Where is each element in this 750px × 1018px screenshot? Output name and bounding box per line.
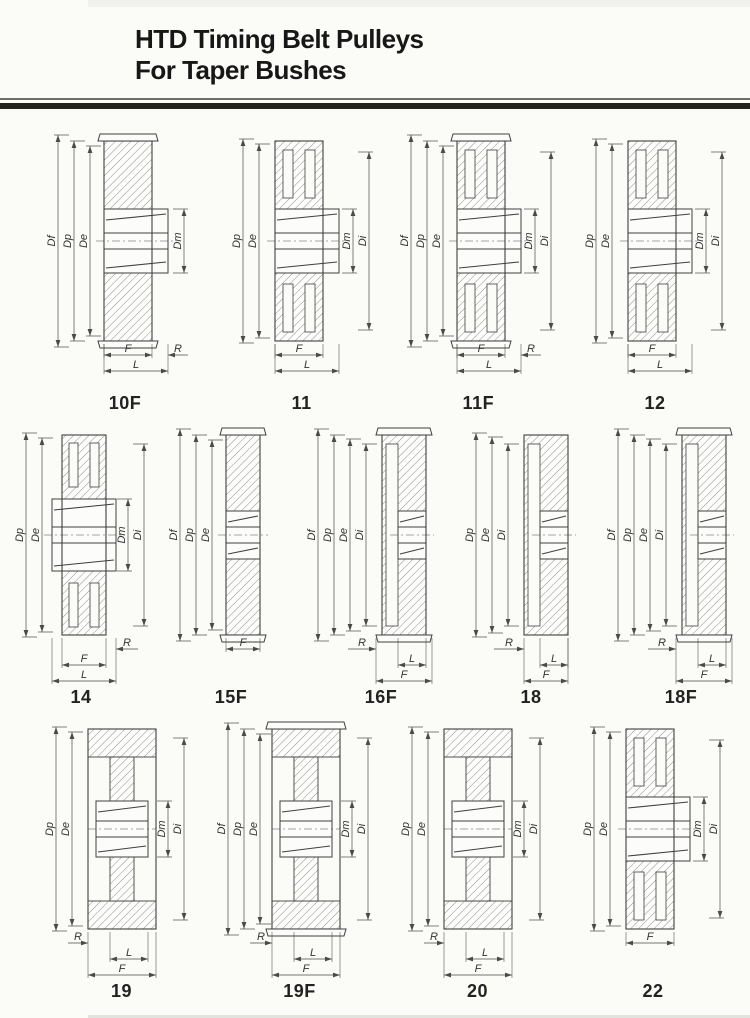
svg-text:R: R xyxy=(174,343,182,355)
pulley-cross-section xyxy=(390,711,565,983)
svg-text:De: De xyxy=(338,527,350,543)
figure-row-3 xyxy=(0,707,750,1001)
pulley-drawing-16f xyxy=(306,417,456,689)
svg-text:De: De xyxy=(638,527,650,543)
svg-text:Dm: Dm xyxy=(693,232,706,250)
svg-text:L: L xyxy=(125,947,133,959)
svg-text:Di: Di xyxy=(172,823,184,835)
svg-text:Dp: Dp xyxy=(400,821,412,837)
svg-text:Dp: Dp xyxy=(622,527,634,543)
svg-text:Di: Di xyxy=(132,529,144,541)
figure-18 xyxy=(456,417,606,707)
svg-text:Di: Di xyxy=(654,529,666,541)
figure-18f xyxy=(606,417,750,707)
svg-text:R: R xyxy=(658,637,666,649)
figure-label-14: 14 xyxy=(70,687,92,707)
svg-text:L: L xyxy=(132,359,140,371)
pulley-drawing-11 xyxy=(217,123,387,395)
svg-text:L: L xyxy=(550,653,558,665)
svg-text:Dm: Dm xyxy=(156,820,168,838)
svg-text:R: R xyxy=(257,931,265,943)
svg-text:Df: Df xyxy=(606,529,618,541)
svg-text:De: De xyxy=(599,233,612,249)
svg-text:Dp: Dp xyxy=(415,233,428,249)
svg-text:De: De xyxy=(60,821,72,837)
svg-text:F: F xyxy=(474,963,482,975)
svg-text:Dp: Dp xyxy=(582,821,594,837)
figure-label-11f: 11F xyxy=(462,393,495,413)
svg-text:R: R xyxy=(123,637,131,649)
pulley-drawing-18f xyxy=(606,417,750,689)
svg-text:F: F xyxy=(80,653,88,665)
svg-text:Df: Df xyxy=(216,823,228,835)
pulley-cross-section xyxy=(568,711,738,983)
pulley-drawing-18 xyxy=(456,417,606,689)
page-header xyxy=(0,0,750,86)
svg-text:Dp: Dp xyxy=(232,821,244,837)
figure-row-1 xyxy=(0,109,750,413)
svg-text:De: De xyxy=(248,821,260,837)
svg-text:Df: Df xyxy=(306,529,318,541)
svg-text:Di: Di xyxy=(356,235,369,247)
figure-label-20: 20 xyxy=(466,981,489,1001)
figure-11f xyxy=(393,123,563,413)
svg-text:Dp: Dp xyxy=(230,233,243,249)
svg-text:Dm: Dm xyxy=(523,232,536,250)
figure-label-18f: 18F xyxy=(664,687,698,707)
page-title-line1: HTD Timing Belt Pulleys xyxy=(135,24,424,54)
svg-text:Di: Di xyxy=(708,823,720,835)
svg-text:F: F xyxy=(302,963,310,975)
svg-text:De: De xyxy=(431,233,444,249)
svg-text:Dm: Dm xyxy=(512,820,524,838)
svg-text:F: F xyxy=(648,343,656,355)
figure-20 xyxy=(390,711,565,1001)
svg-text:Dm: Dm xyxy=(116,526,128,544)
svg-text:L: L xyxy=(309,947,317,959)
page-title-line2: For Taper Bushes xyxy=(135,55,347,85)
svg-text:Di: Di xyxy=(528,823,540,835)
pulley-drawing-12 xyxy=(570,123,740,395)
pulley-cross-section xyxy=(40,123,210,395)
svg-text:Dm: Dm xyxy=(340,232,353,250)
figure-row-2 xyxy=(0,413,750,707)
svg-text:F: F xyxy=(477,343,485,355)
figure-label-19f: 19F xyxy=(283,981,316,1001)
pulley-cross-section xyxy=(34,711,209,983)
svg-text:Di: Di xyxy=(539,235,552,247)
svg-text:Df: Df xyxy=(46,235,58,247)
svg-text:Df: Df xyxy=(168,529,180,541)
figure-19f xyxy=(212,711,387,1001)
pulley-cross-section xyxy=(6,417,156,689)
svg-text:L: L xyxy=(408,653,416,665)
svg-text:R: R xyxy=(505,637,513,649)
svg-text:F: F xyxy=(700,669,708,681)
svg-text:Dp: Dp xyxy=(184,527,196,543)
figure-12 xyxy=(570,123,740,413)
figure-10f xyxy=(40,123,210,413)
header-rule xyxy=(0,98,750,109)
svg-text:Df: Df xyxy=(399,235,412,247)
figure-label-12: 12 xyxy=(644,393,666,413)
svg-text:F: F xyxy=(124,343,132,355)
svg-text:L: L xyxy=(656,359,664,371)
svg-text:R: R xyxy=(358,637,366,649)
pulley-cross-section xyxy=(156,417,306,689)
svg-text:Dp: Dp xyxy=(14,527,26,543)
svg-text:Dp: Dp xyxy=(583,233,596,249)
pulley-drawing-20 xyxy=(390,711,565,983)
figure-15f xyxy=(156,417,306,707)
svg-text:R: R xyxy=(74,931,82,943)
svg-text:De: De xyxy=(200,527,212,543)
svg-text:Di: Di xyxy=(709,235,722,247)
figure-label-18: 18 xyxy=(520,687,542,707)
figure-label-10f: 10F xyxy=(108,393,142,413)
svg-text:Dp: Dp xyxy=(464,527,476,543)
figure-label-19: 19 xyxy=(110,981,133,1001)
svg-text:Di: Di xyxy=(496,529,508,541)
svg-text:F: F xyxy=(400,669,408,681)
svg-text:De: De xyxy=(416,821,428,837)
pulley-drawing-15f xyxy=(156,417,306,689)
svg-text:Dp: Dp xyxy=(322,527,334,543)
pulley-cross-section xyxy=(393,123,563,395)
pulley-cross-section xyxy=(456,417,606,689)
svg-text:L: L xyxy=(708,653,716,665)
svg-text:R: R xyxy=(430,931,438,943)
svg-text:De: De xyxy=(30,527,42,543)
svg-text:L: L xyxy=(303,359,310,371)
figure-11 xyxy=(217,123,387,413)
svg-text:De: De xyxy=(598,821,610,837)
pulley-drawing-19 xyxy=(34,711,209,983)
svg-text:Dm: Dm xyxy=(340,820,352,838)
svg-text:Dp: Dp xyxy=(62,233,74,249)
svg-text:F: F xyxy=(542,669,550,681)
pulley-cross-section xyxy=(217,123,387,395)
svg-text:Dm: Dm xyxy=(692,820,704,838)
pulley-drawing-14 xyxy=(6,417,156,689)
svg-text:F: F xyxy=(239,637,247,649)
svg-text:L: L xyxy=(481,947,489,959)
pulley-drawing-22 xyxy=(568,711,738,983)
svg-text:De: De xyxy=(246,233,259,249)
svg-text:F: F xyxy=(646,931,654,943)
figure-22 xyxy=(568,711,738,1001)
figure-label-11: 11 xyxy=(291,393,312,413)
svg-text:De: De xyxy=(78,233,90,249)
pulley-cross-section xyxy=(606,417,750,689)
figure-16f xyxy=(306,417,456,707)
pulley-cross-section xyxy=(570,123,740,395)
svg-text:L: L xyxy=(80,669,88,681)
svg-text:F: F xyxy=(118,963,126,975)
pulley-drawing-19f xyxy=(212,711,387,983)
svg-text:Di: Di xyxy=(354,529,366,541)
figure-label-16f: 16F xyxy=(364,687,398,707)
figure-14 xyxy=(6,417,156,707)
svg-text:L: L xyxy=(486,359,493,371)
pulley-drawing-11f xyxy=(393,123,563,395)
pulley-drawing-10f xyxy=(40,123,210,395)
svg-text:Dp: Dp xyxy=(44,821,56,837)
svg-text:Di: Di xyxy=(356,823,368,835)
svg-text:F: F xyxy=(295,343,303,355)
figure-19 xyxy=(34,711,209,1001)
svg-text:De: De xyxy=(480,527,492,543)
figure-label-22: 22 xyxy=(642,981,664,1001)
pulley-cross-section xyxy=(306,417,456,689)
svg-text:R: R xyxy=(527,343,536,355)
pulley-cross-section xyxy=(212,711,387,983)
scan-artifact-top xyxy=(88,0,750,7)
figure-label-15f: 15F xyxy=(214,687,248,707)
svg-text:Dm: Dm xyxy=(172,232,184,250)
